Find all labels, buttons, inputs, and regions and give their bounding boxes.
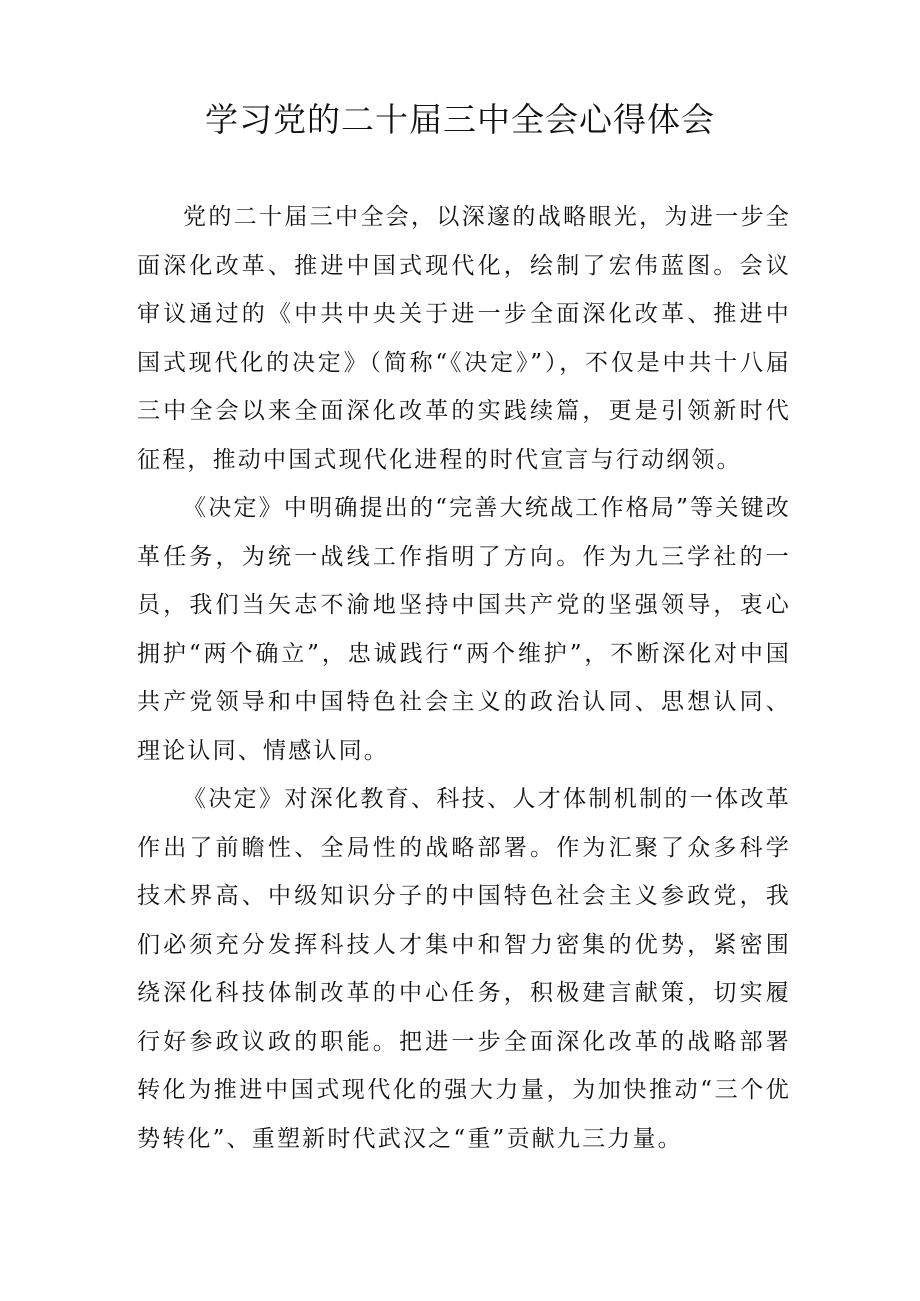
paragraph-1: 党的二十届三中全会，以深邃的战略眼光，为进一步全面深化改革、推进中国式现代化，绘制了宏伟蓝图。会议审议通过的《中共中央关于进一步全面深化改革、推进中国式现代化的决定》（简称“《决定》”），不仅是中共十八届三中全会以来全面深化改革的实践续篇，更是引领新时代征程，推动中国式现代化进程的时代宣言与行动纲领。 [137,204,791,473]
document-body [137,193,791,1163]
paragraph-2: 《决定》中明确提出的“完善大统战工作格局”等关键改革任务，为统一战线工作指明了方向。作为九三学社的一员，我们当矢志不渝地坚持中国共产党的坚强领导，衷心拥护“两个确立”，忠诚践行“两个维护”，不断深化对中国共产党领导和中国特色社会主义的政治认同、思想认同、理论认同、情感认同。 [137,495,791,764]
paragraph-3: 《决定》对深化教育、科技、人才体制机制的一体改革作出了前瞻性、全局性的战略部署。作为汇聚了众多科学技术界高、中级知识分子的中国特色社会主义参政党，我们必须充分发挥科技人才集中和智力密集的优势，紧密围绕深化科技体制改革的中心任务，积极建言献策，切实履行好参政议政的职能。把进一步全面深化改革的战略部署转化为推进中国式现代化的强大力量，为加快推动“三个优势转化”、重塑新时代武汉之“重”贡献九三力量。 [137,786,791,1152]
document-title: 学习党的二十届三中全会心得体会 [205,100,715,139]
